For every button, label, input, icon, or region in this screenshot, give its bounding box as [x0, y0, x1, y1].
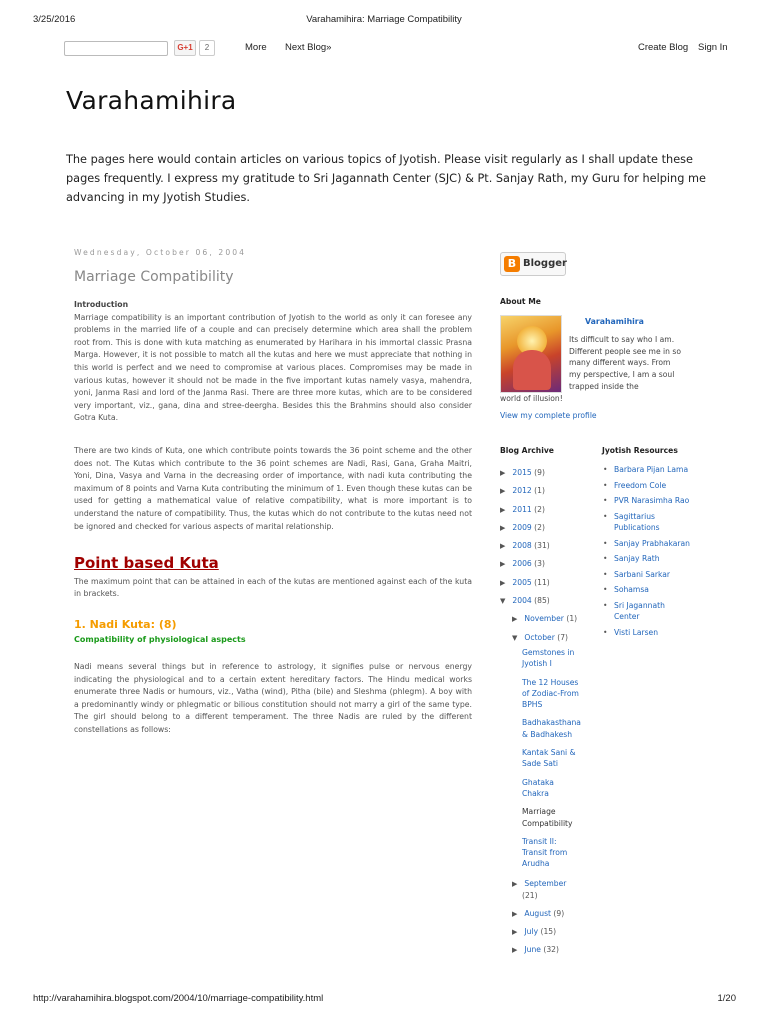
blogger-badge[interactable] [500, 252, 566, 276]
expand-arrow-icon[interactable]: ▶ [500, 523, 506, 532]
post-body [74, 299, 472, 737]
more-link[interactable]: More [245, 42, 267, 53]
blog-title[interactable]: Varahamihira [66, 86, 237, 115]
intro-paragraph: Marriage compatibility is an important contribution of Jyotish to the world as only it can foresee any problems in the married life of a couple and can precisely determine which area shall the problem root from. This is done with kuta matching as enumerated by Harihara in his immortal classic Prasna Marga. However, it is not possible to match all the kutas and here we must appreciate that nothing in this world is perfect and we need to compromise at various places. Compromises may be made in various kutas, however it should not be made in the five important kutas namely vasya, mahendra, yoni, Janma Rasi and lord of the Janma Rasi. There are three more kutas, which are to be considered very important, viz., gana, dina and stree-deergha. Besides this the Brahmins should also consider Gotra Kuta. [74, 312, 472, 423]
profile-name-link[interactable]: Varahamihira [585, 317, 644, 326]
expand-arrow-icon[interactable]: ▶ [500, 560, 506, 569]
expand-arrow-icon[interactable]: ▶ [512, 928, 518, 937]
intro-heading: Introduction [74, 300, 129, 309]
nadi-paragraph: Nadi means several things but in reference to astrology, it signifies pulse or nervous energy indicating the physiological and to a certain extent hereditary factors. The Hindu medical works enumerate three Nadis or humours, viz., Vatha (wind), Pitha (bile) and Sleshma (phlegm). A boy with a predominantly windy or phlegmatic or bilious constitution should not marry a girl of the same type. The girl should belong to a different temperament. The three Nadis are ruled by the different constellations as follows: [74, 662, 472, 735]
profile-description-tail: world of illusion! [500, 394, 563, 403]
archive-year[interactable]: ▶ 2005 (11) [500, 574, 596, 592]
archive-year[interactable]: ▶ 2006 (3) [500, 555, 596, 573]
archive-month[interactable]: ▶ November (1) [500, 610, 596, 628]
print-page-title: Varahamihira: Marriage Compatibility [306, 14, 462, 25]
profile-photo[interactable] [500, 315, 562, 393]
page-number: 1/20 [717, 993, 736, 1004]
archive-post-link[interactable]: Ghataka Chakra [522, 777, 554, 798]
archive-year-expanded[interactable]: ▼ 2004 (85) [500, 592, 596, 610]
collapse-arrow-icon[interactable]: ▼ [512, 633, 518, 642]
resource-link[interactable]: • Sohamsa [600, 584, 690, 595]
resource-link[interactable]: • Sagittarius Publications [600, 511, 690, 533]
resource-link[interactable]: • Sanjay Rath [600, 553, 690, 564]
expand-arrow-icon[interactable]: ▶ [512, 879, 518, 888]
expand-arrow-icon[interactable]: ▶ [500, 487, 506, 496]
post-title: Marriage Compatibility [74, 269, 234, 285]
page-url: http://varahamihira.blogspot.com/2004/10/marriage-compatibility.html [33, 993, 324, 1004]
blogger-label: Blogger [523, 258, 567, 269]
blogger-navbar [0, 38, 768, 58]
resource-link[interactable]: • Visti Larsen [600, 627, 690, 638]
expand-arrow-icon[interactable]: ▶ [500, 505, 506, 514]
print-header [0, 14, 768, 28]
archive-month[interactable]: ▶ June (32) [500, 941, 596, 959]
point-paragraph: The maximum point that can be attained in each of the kutas are mentioned against each of the kuta in brackets. [74, 576, 472, 599]
search-input[interactable] [64, 41, 168, 56]
jyotish-resources-list [600, 464, 690, 642]
blog-archive [500, 464, 596, 960]
google-plus-button[interactable]: G+1 [174, 40, 196, 56]
archive-month[interactable]: ▶ July (15) [500, 923, 596, 941]
archive-post-link[interactable]: Gemstones in Jyotish I [522, 647, 575, 669]
archive-month-expanded[interactable]: ▼ October (7) [500, 629, 596, 647]
resource-link[interactable]: • Barbara Pijan Lama [600, 464, 690, 475]
print-date: 3/25/2016 [33, 14, 76, 25]
expand-arrow-icon[interactable]: ▶ [512, 909, 518, 918]
resource-link[interactable]: • PVR Narasimha Rao [600, 495, 690, 506]
expand-arrow-icon[interactable]: ▶ [512, 615, 518, 624]
expand-arrow-icon[interactable]: ▶ [500, 578, 506, 587]
blog-post [74, 248, 472, 737]
kinds-paragraph: There are two kinds of Kuta, one which contribute points towards the 36 point scheme and the other does not. The Kutas which contribute to the 36 point schemes are Nadi, Rasi, Gana, Graha Maitri, Yoni, Dina, Vasya and Varna in the decreasing order of importance, with nadi kuta contributing the maximum of 8 points and Varna Kuta contributing the minimum of 1. Even though these kutas can be used for getting a mathematical value of relative compatibility, what is more important is to understand the nature of compatibility. Thus, the kutas which do not contribute to the kutas need not be ignored and checked for various aspects of marital relationship. [74, 445, 472, 531]
post-date: Wednesday, October 06, 2004 [74, 248, 247, 257]
archive-year[interactable]: ▶ 2008 (31) [500, 537, 596, 555]
archive-post-link[interactable]: The 12 Houses of Zodiac-From BPHS [522, 677, 579, 710]
nadi-subheading: Compatibility of physiological aspects [74, 635, 246, 645]
archive-year[interactable]: ▶ 2011 (2) [500, 501, 596, 519]
expand-arrow-icon[interactable]: ▶ [500, 542, 506, 551]
blog-description: The pages here would contain articles on various topics of Jyotish. Please visit regularly as I shall update these pages frequently. I express my gratitude to Sri Jagannath Center (SJC) & Pt. Sanjay Rath, my Guru for helping me advancing in my Jyotish Studies. [66, 153, 706, 204]
archive-month[interactable]: ▶ September (21) [512, 878, 567, 900]
resource-link[interactable]: • Sri Jagannath Center [600, 600, 690, 622]
archive-year[interactable]: ▶ 2009 (2) [500, 519, 596, 537]
jyotish-resources-heading: Jyotish Resources [602, 446, 678, 455]
archive-post-current: Marriage Compatibility [522, 807, 573, 828]
about-me-heading: About Me [500, 297, 541, 306]
create-blog-link[interactable]: Create Blog [638, 42, 689, 53]
blog-archive-heading: Blog Archive [500, 446, 554, 455]
point-based-kuta-heading: Point based Kuta [74, 554, 219, 573]
october-posts [500, 647, 596, 870]
archive-year[interactable]: ▶ 2012 (1) [500, 482, 596, 500]
expand-arrow-icon[interactable]: ▶ [512, 946, 518, 955]
archive-month[interactable]: ▶ August (9) [500, 905, 596, 923]
next-blog-link[interactable]: Next Blog» [285, 42, 332, 53]
collapse-arrow-icon[interactable]: ▼ [500, 597, 506, 606]
profile-description: Its difficult to say who I am. Different people see me in so many different ways. From my perspective, I am a soul trapped inside the [569, 335, 681, 391]
resource-link[interactable]: • Freedom Cole [600, 480, 690, 491]
blogger-icon: B [504, 256, 520, 272]
archive-post-link[interactable]: Kantak Sani & Sade Sati [522, 748, 576, 769]
archive-post-link[interactable]: Transit II: Transit from Arudha [522, 836, 568, 869]
google-plus-count: 2 [199, 40, 215, 56]
nadi-kuta-heading: 1. Nadi Kuta: (8) [74, 617, 177, 631]
sign-in-link[interactable]: Sign In [698, 42, 728, 53]
archive-post-link[interactable]: Badhakasthana & Badhakesh [522, 718, 581, 739]
resource-link[interactable]: • Sanjay Prabhakaran [600, 538, 690, 549]
view-profile-link[interactable]: View my complete profile [500, 411, 597, 420]
archive-year[interactable]: ▶ 2015 (9) [500, 464, 596, 482]
expand-arrow-icon[interactable]: ▶ [500, 469, 506, 477]
resource-link[interactable]: • Sarbani Sarkar [600, 569, 690, 580]
